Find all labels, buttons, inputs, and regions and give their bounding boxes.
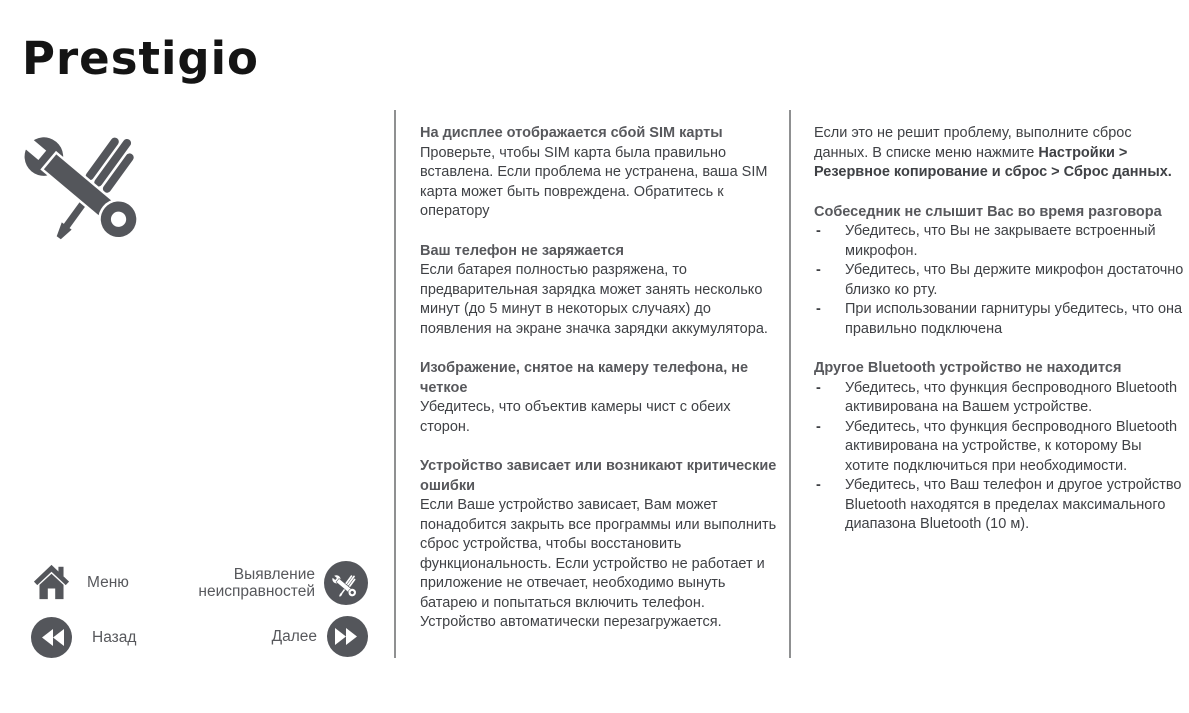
bullet-item: - Убедитесь, что Ваш телефон и другое устройство Bluetooth находятся в пределах максимального диапазона Bluetooth (10 м). [814,476,1186,535]
bullet-item: - Убедитесь, что функция беспроводного Bluetooth активирована на устройстве, к которому Вы хотите подключиться при необходимости. [814,418,1186,477]
bullet-list [814,222,1186,339]
section-heading: Изображение, снятое на камеру телефона, не четкое [420,360,749,396]
troubleshooting-section [420,359,784,437]
troubleshooting-section [814,359,1186,535]
troubleshooting-section [420,457,784,633]
home-icon [33,563,70,602]
troubleshooting-section [420,242,784,340]
column-divider-right [789,110,791,658]
section-paragraph: Убедитесь, что объектив камеры чист с обеих сторон. [420,399,731,435]
bullet-item: - При использовании гарнитуры убедитесь, что она правильно подключена [814,300,1186,339]
bullet-item: - Убедитесь, что Вы держите микрофон достаточно близко ко рту. [814,261,1186,300]
rewind-icon [31,617,72,658]
troubleshooting-column-right [814,124,1186,535]
menu-button[interactable] [33,563,129,602]
next-button[interactable] [150,616,368,657]
bullet-item: - Убедитесь, что функция беспроводного Bluetooth активирована на Вашем устройстве. [814,379,1186,418]
chapter-label: Выявление неисправностей [198,565,315,600]
troubleshooting-section [814,203,1186,340]
section-heading: Ваш телефон не заряжается [420,242,624,259]
tools-badge-icon [324,561,368,605]
troubleshooting-section [420,124,784,222]
bullet-item: - Убедитесь, что Вы не закрываете встроенный микрофон. [814,222,1186,261]
troubleshooting-column-middle [420,124,784,633]
fast-forward-icon [327,616,368,657]
chapter-indicator [150,561,368,605]
troubleshooting-section [814,124,1186,183]
section-paragraph: Если это не решит проблему, выполните сброс данных. В списке меню нажмите Настройки > Резервное копирование и сброс > Сброс данных. [814,125,1172,180]
section-heading: На дисплее отображается сбой SIM карты [420,125,723,141]
next-label: Далее [271,627,317,645]
column-divider-left [394,110,396,658]
section-heading: Другое Bluetooth устройство не находится [814,360,1122,376]
section-paragraph: Если Ваше устройство зависает, Вам может понадобится закрыть все программы или выполнить сброс устройства, чтобы восстановить функциональность. Если устройство не работает и приложение не отвечает, необходимо вынуть батарею и попытаться включить телефон. Устройство автоматически перезагружается. [420,497,777,630]
section-paragraph: Если батарея полностью разряжена, то предварительная зарядка может занять несколько минут (до 5 минут в некоторых случаях) до появления на экране значка зарядки аккумулятора. [420,262,768,337]
bullet-list [814,379,1186,535]
section-heading: Устройство зависает или возникают критические ошибки [420,458,777,494]
section-paragraph: Проверьте, чтобы SIM карта была правильно вставлена. Если проблема не устранена, ваша SIM карта может быть повреждена. Обратитесь к оператору [420,144,768,219]
menu-label: Меню [87,573,129,591]
tools-icon [22,108,162,240]
back-button[interactable] [31,617,136,658]
back-label: Назад [92,628,137,646]
brand-logo: Prestigio [22,32,259,85]
section-heading: Собеседник не слышит Вас во время разговора [814,203,1162,220]
